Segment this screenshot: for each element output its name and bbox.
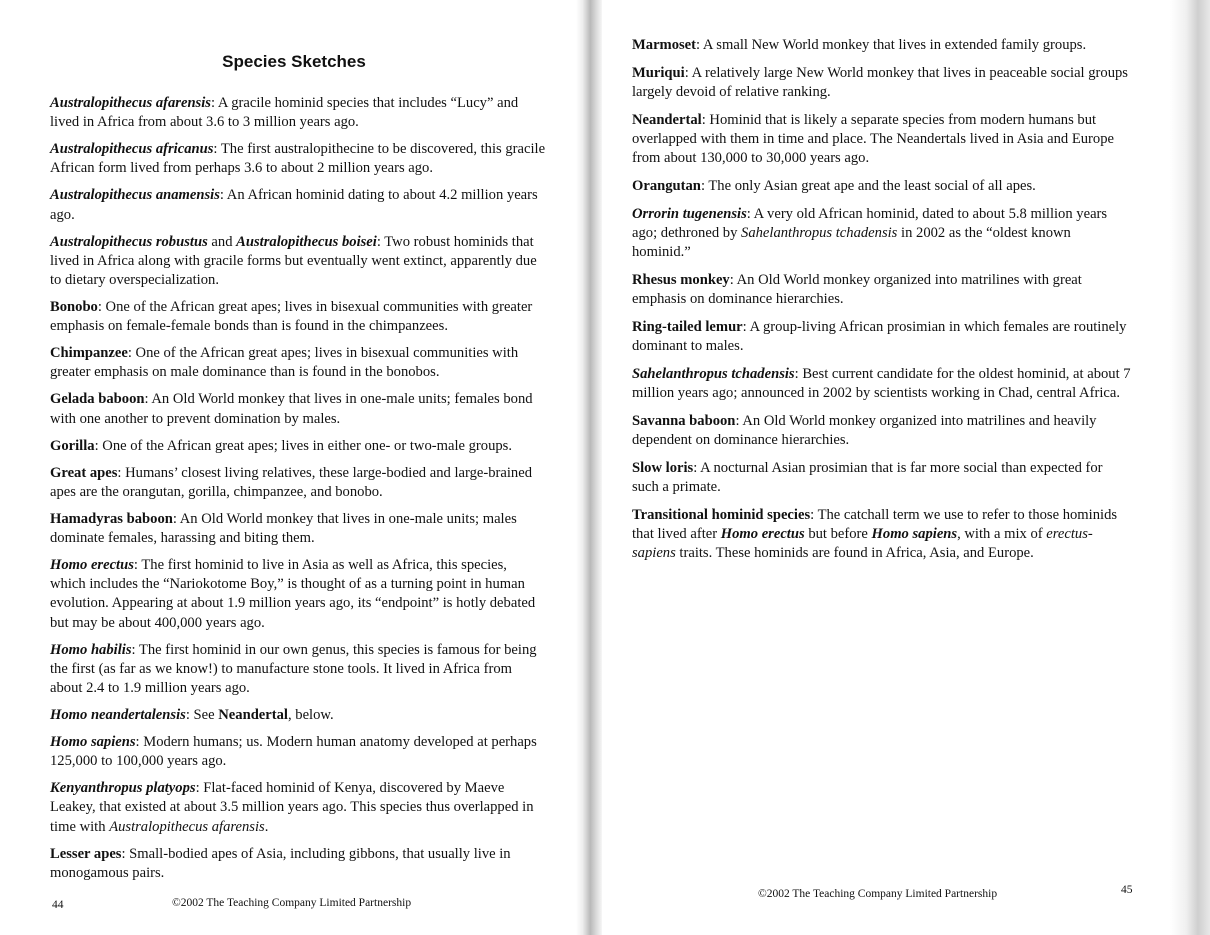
entry-kenyanthropus-platyops xyxy=(50,779,546,837)
entry-term-second: Australopithecus boisei xyxy=(236,233,377,250)
entry-italic-text: Australopithecus afarensis xyxy=(109,818,265,835)
page-number-right: 45 xyxy=(1121,884,1133,896)
entry-term: Gelada baboon xyxy=(50,391,145,408)
entry-term: Marmoset xyxy=(632,37,697,53)
entry-term: Homo erectus xyxy=(50,557,134,574)
entry-text: : An Old World monkey organized into matrilines with great emphasis on dominance hierarchies. xyxy=(632,272,1082,308)
entry-term: Ring-tailed lemur xyxy=(632,319,743,335)
entry-australopithecus-robustus-boisei xyxy=(50,233,546,291)
entry-term: Hamadyras baboon xyxy=(50,510,173,527)
entry-term: Transitional hominid species xyxy=(632,507,811,523)
right-column xyxy=(632,36,1132,572)
entry-text: : A very old African hominid, dated to about 5.8 million years ago; dethroned by xyxy=(632,205,1108,241)
entry-chimpanzee xyxy=(50,344,546,382)
footer-copyright-left: ©2002 The Teaching Company Limited Partnership xyxy=(172,897,412,909)
entry-marmoset xyxy=(632,36,1132,55)
entry-term: Orrorin tugenensis xyxy=(632,205,747,222)
entry-australopithecus-anamensis xyxy=(50,186,546,224)
entry-term: Australopithecus anamensis xyxy=(50,187,220,204)
entry-text: : The first hominid to live in Asia as well as Africa, this species, which includes the “Nariokotome Boy,” is thought of as a turning point in human evolution. Appearing at about 1.9 million years ago, its “endpoint” is hotly debated but may be about 400,000 years ago. xyxy=(50,557,536,631)
entry-text: : A group-living African prosimian in which females are routinely dominant to males. xyxy=(632,319,1127,355)
entry-text: : Flat-faced hominid of Kenya, discovered by Maeve Leakey, that existed at about 3.5 million years ago. This species thus overlapped in time with xyxy=(50,780,534,835)
entry-italic-text: erectus-sapiens xyxy=(632,526,1093,562)
entry-text: : A relatively large New World monkey that lives in peaceable social groups largely devoid of relative ranking. xyxy=(632,64,1128,100)
entry-neandertal xyxy=(632,111,1132,169)
entry-muriqui xyxy=(632,64,1132,102)
entry-text: : Hominid that is likely a separate species from modern humans but overlapped with them in time and place. The Neandertals lived in Asia and Europe from about 130,000 to 30,000 years ago. xyxy=(632,111,1114,167)
page-number-left: 44 xyxy=(52,899,64,911)
entry-text: and xyxy=(207,233,237,250)
entry-text: but before xyxy=(804,526,872,543)
entry-text: , below. xyxy=(287,707,334,724)
entry-term: Sahelanthropus tchadensis xyxy=(632,366,795,382)
entry-term: Chimpanzee xyxy=(50,345,128,362)
page-edge-shadow xyxy=(1170,0,1210,935)
entry-term: Australopithecus africanus xyxy=(50,141,214,158)
entry-text: : A gracile hominid species that includes “Lucy” and lived in Africa from about 3.6 to 3 million years ago. xyxy=(50,95,519,131)
entry-term: Australopithecus robustus xyxy=(50,233,208,250)
entry-term: Slow loris xyxy=(632,460,694,476)
entry-text: : An Old World monkey organized into matrilines and heavily dependent on dominance hierarchies. xyxy=(632,413,1097,449)
entry-italic-text: Sahelanthropus tchadensis xyxy=(741,225,898,241)
entry-lesser-apes xyxy=(50,845,546,883)
entry-term: Rhesus monkey xyxy=(632,272,730,288)
entry-text: traits. These hominids are found in Africa, Asia, and Europe. xyxy=(675,545,1034,562)
book-spine-shadow xyxy=(576,0,602,935)
entry-term: Neandertal xyxy=(632,111,702,128)
entry-text: , with a mix of xyxy=(957,526,1047,543)
entry-text: : One of the African great apes; lives in either one- or two-male groups. xyxy=(94,437,512,454)
entry-term: Orangutan xyxy=(632,178,701,194)
entry-text: : The first hominid in our own genus, this species is famous for being the first (as far as we know!) to manufacture stone tools. It lived in Africa from about 2.4 to 1.9 million years ago. xyxy=(50,641,537,697)
entry-term: Homo habilis xyxy=(50,641,132,658)
entry-homo-sapiens xyxy=(50,733,546,771)
entry-text: : The catchall term we use to refer to those hominids that lived after xyxy=(632,507,1118,543)
entry-text: : Two robust hominids that lived in Africa along with gracile forms but eventually went extinct, apparently due to dietary overspecialization. xyxy=(50,233,537,289)
entry-text: : The first australopithecine to be discovered, this gracile African form lived from perhaps 3.6 to about 2 million years ago. xyxy=(50,141,546,177)
entry-ring-tailed-lemur xyxy=(632,318,1132,356)
entry-australopithecus-africanus xyxy=(50,140,546,178)
entry-rhesus-monkey xyxy=(632,271,1132,309)
entry-text: in 2002 as the “oldest known hominid.” xyxy=(632,225,1071,261)
entry-australopithecus-afarensis xyxy=(50,94,546,132)
entry-orrorin-tugenensis xyxy=(632,205,1132,263)
entry-text: : An Old World monkey that lives in one-male units; females bond with one another to prevent domination by males. xyxy=(50,391,533,427)
footer-copyright-right: ©2002 The Teaching Company Limited Partnership xyxy=(758,888,998,900)
entry-term: Gorilla xyxy=(50,437,95,454)
entry-term: Australopithecus afarensis xyxy=(50,95,211,111)
entry-orangutan xyxy=(632,177,1132,196)
entry-text: : One of the African great apes; lives in bisexual communities with greater emphasis on female-female bonds than is found in the chimpanzees. xyxy=(50,299,533,335)
entry-text: : Best current candidate for the oldest hominid, at about 7 million years ago; announced in 2002 by scientists working in Chad, central Africa. xyxy=(632,366,1131,402)
entry-term: Lesser apes xyxy=(50,845,122,862)
entry-term: Homo neandertalensis xyxy=(50,707,186,724)
entry-cross-reference: Neandertal xyxy=(218,707,288,724)
entry-hamadyras-baboon xyxy=(50,510,546,548)
entry-text: : The only Asian great ape and the least social of all apes. xyxy=(700,178,1036,194)
entry-text: : Modern humans; us. Modern human anatomy developed at perhaps 125,000 to 100,000 years ago. xyxy=(50,734,537,770)
entry-text: . xyxy=(264,818,269,835)
entry-sahelanthropus-tchadensis xyxy=(632,365,1132,403)
entry-term: Kenyanthropus platyops xyxy=(50,780,196,797)
entry-text: : Small-bodied apes of Asia, including gibbons, that usually live in monogamous pairs. xyxy=(50,845,511,881)
entry-homo-erectus xyxy=(50,556,546,633)
entry-term: Muriqui xyxy=(632,64,685,81)
entry-transitional-hominid-species xyxy=(632,506,1132,564)
entry-text: : Humans’ closest living relatives, these large-bodied and large-brained apes are the orangutan, gorilla, chimpanzee, and bonobo. xyxy=(50,464,532,500)
entry-homo-neandertalensis xyxy=(50,706,546,725)
entry-bold-italic-text: Homo sapiens xyxy=(871,526,958,543)
entry-gorilla xyxy=(50,437,546,456)
entry-homo-habilis xyxy=(50,641,546,699)
entry-great-apes xyxy=(50,464,546,502)
entry-text: : One of the African great apes; lives in bisexual communities with greater emphasis on male dominance than is found in the bonobos. xyxy=(50,345,519,381)
page-title: Species Sketches xyxy=(222,52,366,71)
entry-slow-loris xyxy=(632,459,1132,497)
entry-text: : An African hominid dating to about 4.2 million years ago. xyxy=(50,187,538,223)
entry-text: : See xyxy=(185,707,219,724)
entry-text: : An Old World monkey that lives in one-male units; males dominate females, harassing and biting them. xyxy=(50,510,517,547)
entry-term: Bonobo xyxy=(50,299,98,316)
left-column xyxy=(50,94,546,891)
entry-term: Great apes xyxy=(50,464,118,481)
entry-bonobo xyxy=(50,298,546,336)
entry-gelada-baboon xyxy=(50,390,546,428)
entry-bold-italic-text: Homo erectus xyxy=(720,526,805,543)
entry-term: Homo sapiens xyxy=(50,734,136,751)
entry-term: Savanna baboon xyxy=(632,413,736,429)
entry-text: : A nocturnal Asian prosimian that is far more social than expected for such a primate. xyxy=(632,460,1103,496)
entry-savanna-baboon xyxy=(632,412,1132,450)
entry-text: : A small New World monkey that lives in extended family groups. xyxy=(696,37,1087,53)
